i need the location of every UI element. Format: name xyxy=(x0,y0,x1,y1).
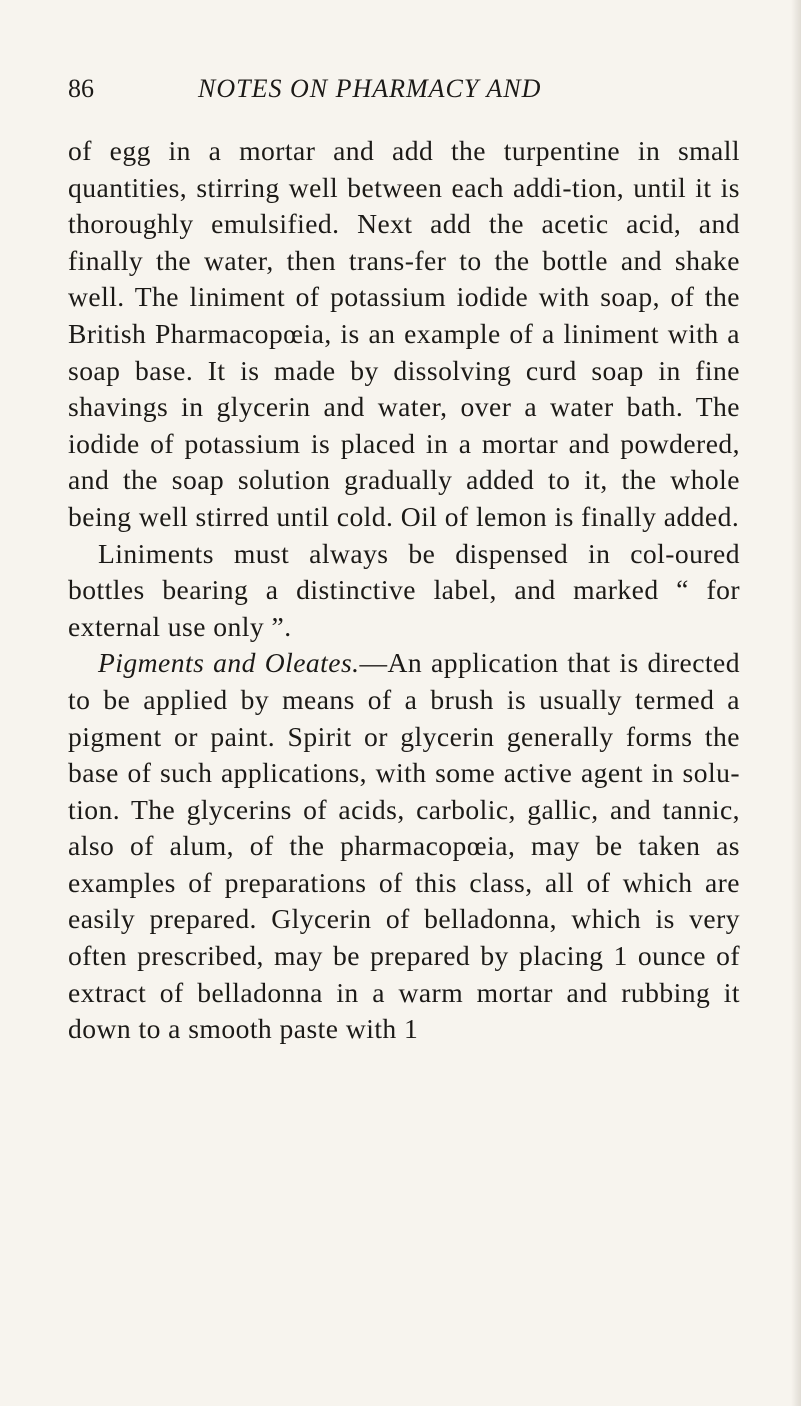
book-page xyxy=(68,70,740,1048)
body-text xyxy=(68,133,740,1048)
paragraph-liniment-dispensing: Liniments must always be dispensed in col-oured bottles bearing a distinctive label, and marked “ for external use only ”. xyxy=(68,537,740,642)
page-number: 86 xyxy=(68,74,94,103)
paragraph-pigments-and-oleates xyxy=(68,645,740,1048)
running-title: NOTES ON PHARMACY AND xyxy=(198,74,542,103)
paragraph-text: —An application that is directed to be applied by means of a brush is usually termed a pigment or paint. Spirit or glycerin generally forms the base of such applications, with some active agent in solu-tion. The glycerins of acids, carbolic, gallic, and tannic, also of alum, of the pharmacopœia, may be taken as examples of preparations of this class, all of which are easily prepared. Glycerin of belladonna, which is very often prescribed, may be prepared by placing 1 ounce of extract of belladonna in a warm mortar and rubbing it down to a smooth paste with 1 xyxy=(68,647,740,1045)
section-heading: Pigments and Oleates. xyxy=(98,647,360,679)
paragraph-liniment-preparation: of egg in a mortar and add the turpentine in small quantities, stirring well between each addi-tion, until it is thoroughly emulsified. Next add the acetic acid, and finally the water, then trans-fer to the bottle and shake well. The liniment of potassium iodide with soap, of the British Pharmacopœia, is an example of a liniment with a soap base. It is made by dissolving curd soap in fine shavings in glycerin and water, over a water bath. The iodide of potassium is placed in a mortar and powdered, and the soap solution gradually added to it, the whole being well stirred until cold. Oil of lemon is finally added. xyxy=(68,135,740,532)
page-header xyxy=(68,70,740,114)
page-edge-shadow xyxy=(791,0,801,1406)
